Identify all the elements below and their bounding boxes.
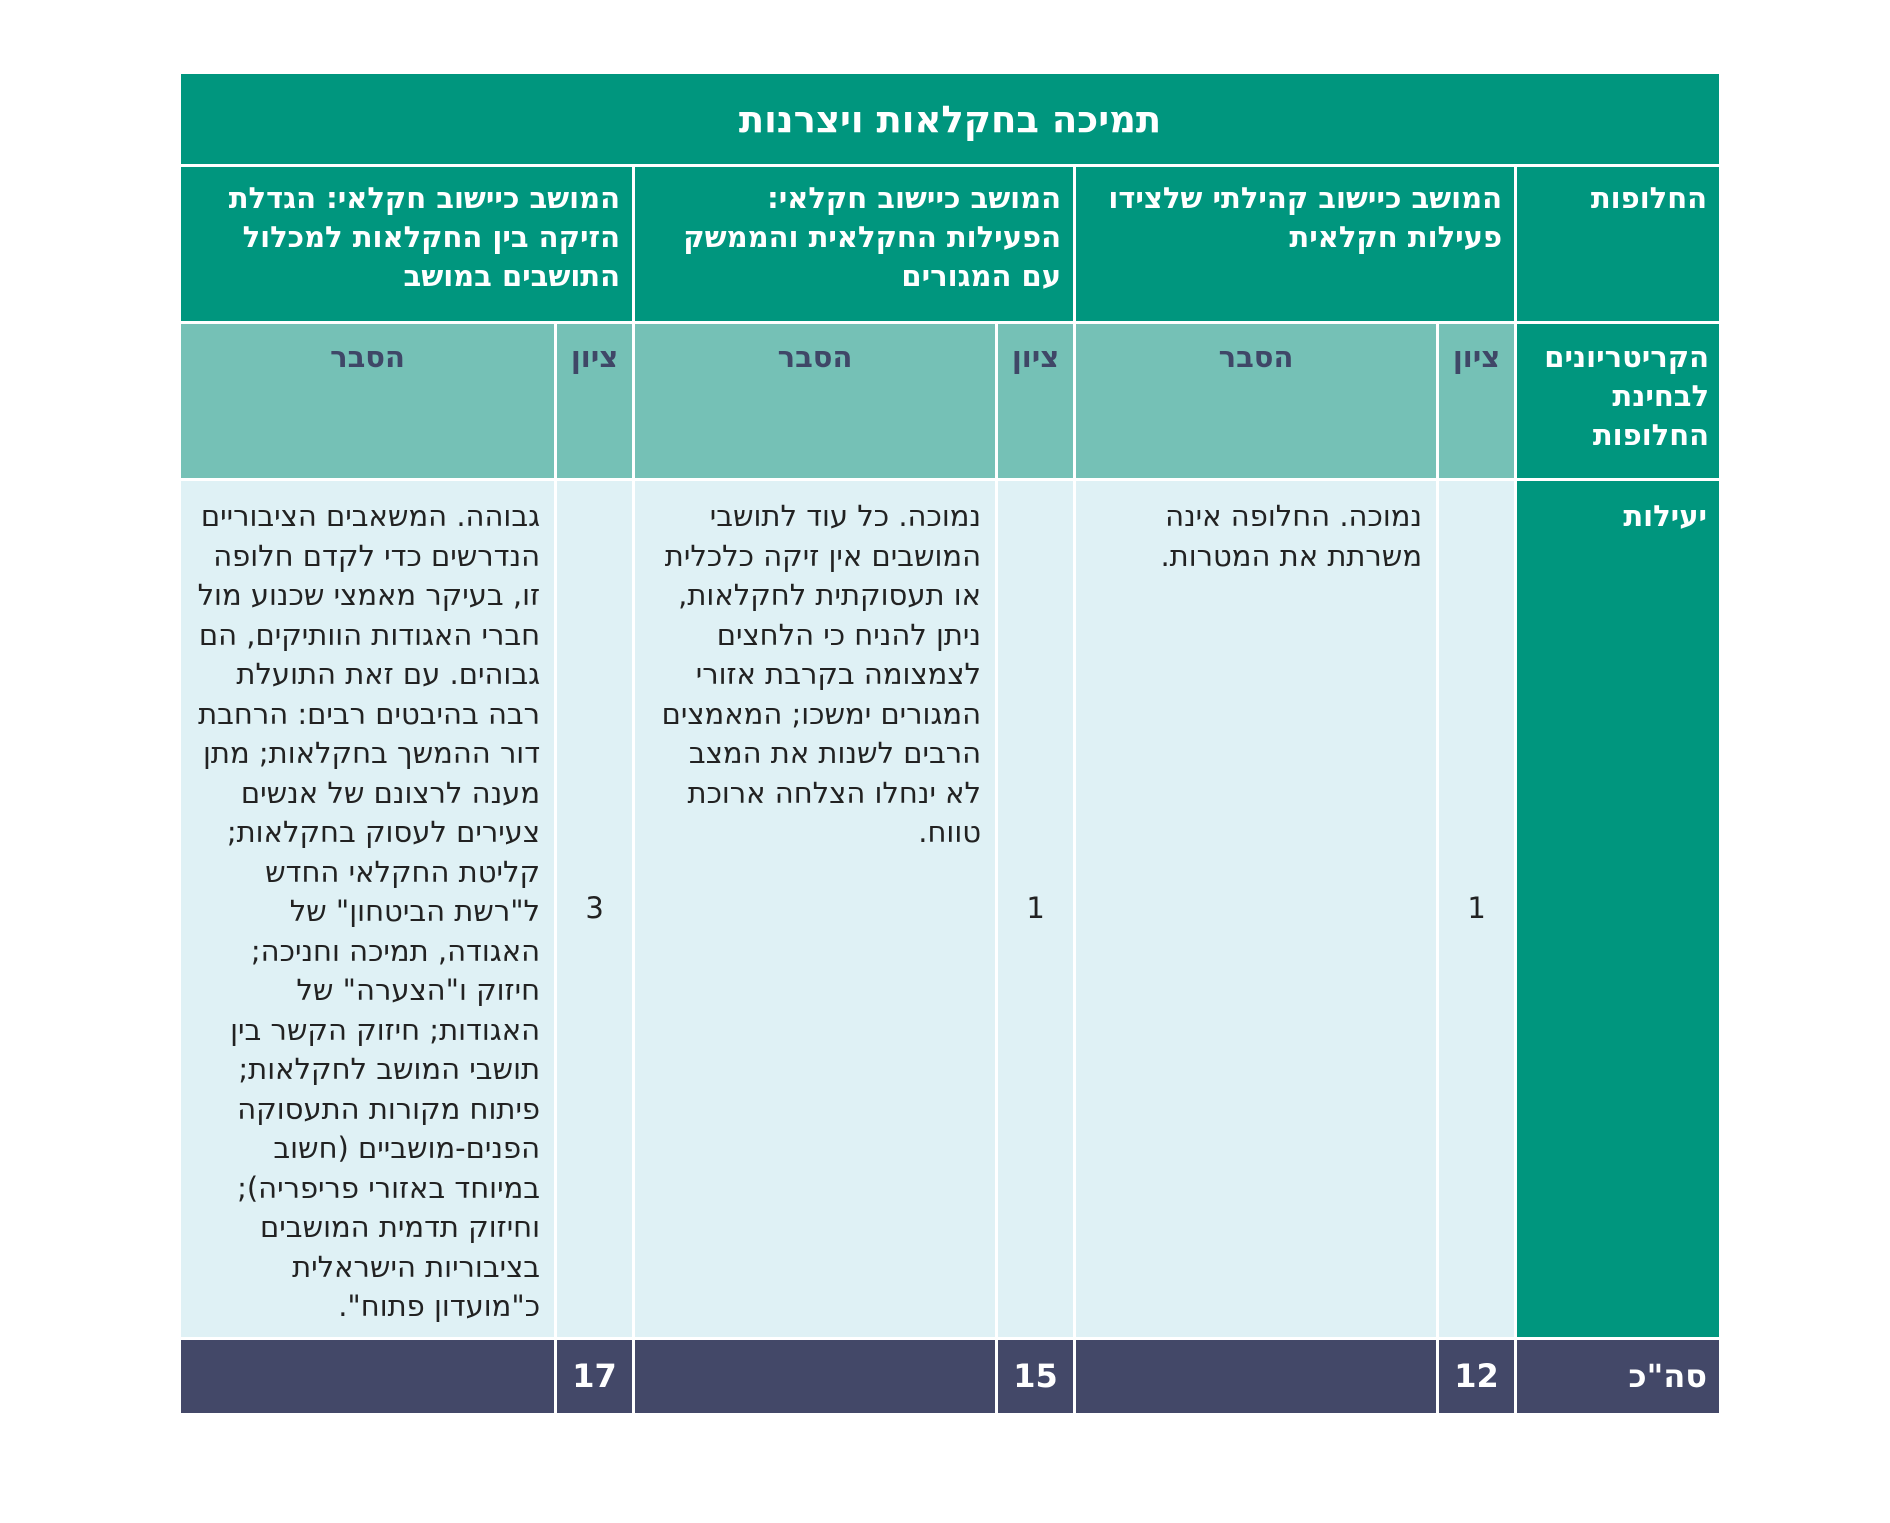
alternative-2-effectiveness-explanation: נמוכה. כל עוד לתושבי המושבים אין זיקה כלכלית או תעסוקתית לחקלאות, ניתן להניח כי הלחצים לצמצומה בקרבת אזורי המגורים ימשכו; המאמצים הרבים לשנות את המצב לא ינחלו הצלחה ארוכת טווח.	[634, 480, 997, 1339]
alternative-3-name: המושב כיישוב חקלאי: הגדלת הזיקה בין החקלאות למכלול התושבים במושב	[180, 166, 634, 323]
alternative-3-effectiveness-explanation: גבוהה. המשאבים הציבוריים הנדרשים כדי לקדם חלופה זו, בעיקר מאמצי שכנוע מול חברי האגודות הוותיקים, הם גבוהים. עם זאת התועלת רבה בהיבטים רבים: הרחבת דור ההמשך בחקלאות; מתן מענה לרצונם של אנשים צעירים לעסוק בחקלאות; קליטת החקלאי החדש ל"רשת הביטחון" של האגודה, תמיכה וחניכה; חיזוק ו"הצערה" של האגודות; חיזוק הקשר בין תושבי המושב לחקלאות; פיתוח מקורות התעסוקה הפנים-מושביים (חשוב במיוחד באזורי פריפריה); וחיזוק תדמית המושבים בציבוריות הישראלית כ"מועדון פתוח".	[180, 480, 556, 1339]
criteria-label: הקריטריונים לבחינת החלופות	[1516, 323, 1721, 480]
effectiveness-row	[180, 480, 1721, 1339]
alternative-3-total: 17	[556, 1338, 634, 1414]
alternative-2-total: 15	[997, 1338, 1075, 1414]
alternatives-label: החלופות	[1516, 166, 1721, 323]
explanation-header-3: הסבר	[180, 323, 556, 480]
alternative-1-total: 12	[1438, 1338, 1516, 1414]
score-header-3: ציון	[556, 323, 634, 480]
table-title: תמיכה בחקלאות ויצרנות	[180, 73, 1721, 166]
alternative-2-name: המושב כיישוב חקלאי: הפעילות החקלאית והממשק עם המגורים	[634, 166, 1075, 323]
alternative-1-name: המושב כיישוב קהילתי שלצידו פעילות חקלאית	[1075, 166, 1516, 323]
alternative-3-effectiveness-score: 3	[556, 480, 634, 1339]
title-row	[180, 73, 1721, 166]
comparison-table	[178, 71, 1722, 1416]
alternative-1-effectiveness-explanation: נמוכה. החלופה אינה משרתת את המטרות.	[1075, 480, 1438, 1339]
explanation-header-1: הסבר	[1075, 323, 1438, 480]
total-label: סה"כ	[1516, 1338, 1721, 1414]
score-header-1: ציון	[1438, 323, 1516, 480]
alternative-1-effectiveness-score: 1	[1438, 480, 1516, 1339]
total-spacer-2	[634, 1338, 997, 1414]
total-spacer-1	[1075, 1338, 1438, 1414]
total-row	[180, 1338, 1721, 1414]
alternative-2-effectiveness-score: 1	[997, 480, 1075, 1339]
total-spacer-3	[180, 1338, 556, 1414]
score-header-2: ציון	[997, 323, 1075, 480]
alternatives-header-row	[180, 166, 1721, 323]
explanation-header-2: הסבר	[634, 323, 997, 480]
criteria-header-row	[180, 323, 1721, 480]
criterion-effectiveness-label: יעילות	[1516, 480, 1721, 1339]
